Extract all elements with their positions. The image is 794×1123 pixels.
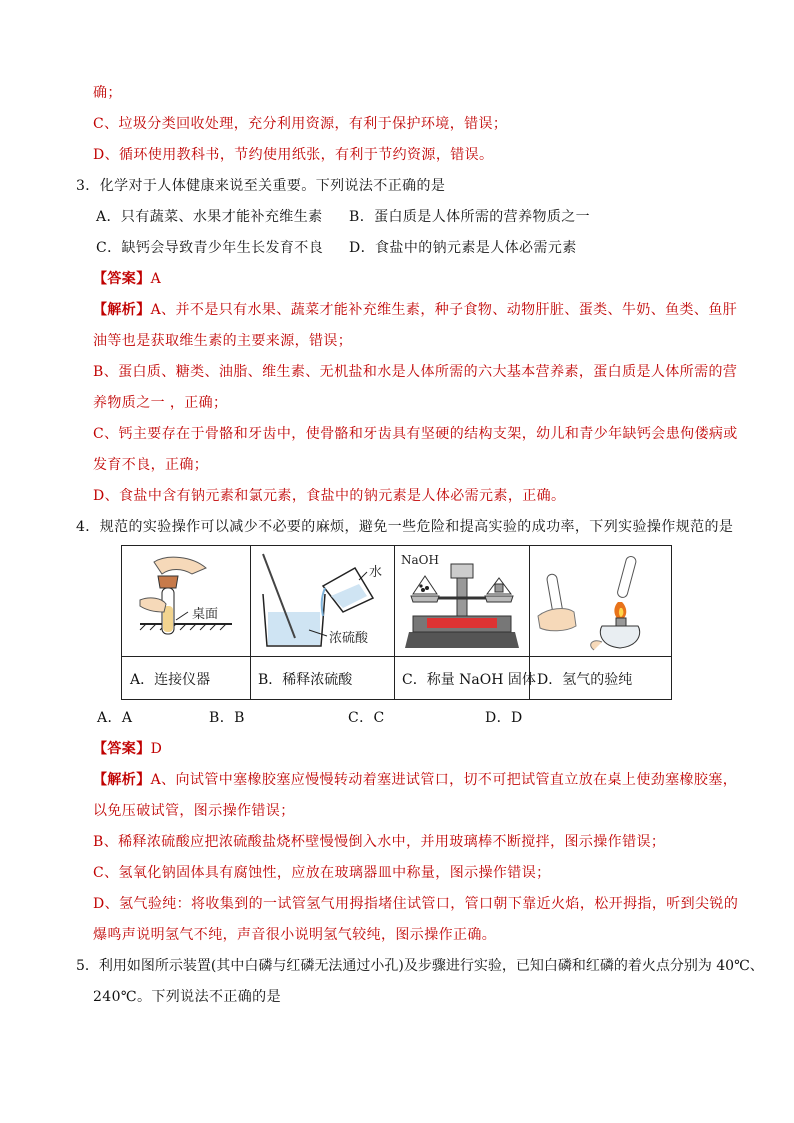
q3-option-d: D．食盐中的钠元素是人体必需元素 (349, 240, 577, 256)
label-naoh: NaOH (401, 553, 439, 567)
q4-analysis-c: C、氢氧化钠固体具有腐蚀性，应放在玻璃器皿中称量，图示操作错误； (93, 865, 551, 881)
q5-stem-line1: 5．利用如图所示装置(其中白磷与红磷无法通过小孔)及步骤进行实验，已知白磷和红磷的着火点分别为 40℃、 (76, 958, 764, 974)
q4-option-d: D．D (485, 710, 523, 726)
q3-analysis-a1 (93, 300, 737, 320)
figure-b-dilute-acid (251, 546, 394, 656)
q4-figure-table (121, 545, 672, 700)
q2-analysis-c: C、垃圾分类回收处理，充分利用资源，有利于保护环境，错误； (93, 116, 508, 132)
label-acid: 浓硫酸 (329, 631, 369, 646)
figure-caption-row (122, 656, 671, 700)
q4-answer (93, 739, 162, 759)
q4-analysis-b: B、稀释浓硫酸应把浓硫酸盐烧杯壁慢慢倒入水中，并用玻璃棒不断搅拌，图示操作错误； (93, 834, 666, 850)
caption-d: D．氢气的验纯 (537, 672, 633, 688)
q3-option-c: C．缺钙会导致青少年生长发育不良 (96, 240, 324, 256)
q2-analysis-b-end: 确； (93, 85, 122, 101)
q4-stem: 4．规范的实验操作可以减少不必要的麻烦，避免一些危险和提高实验的成功率，下列实验操作规范的是 (76, 519, 734, 535)
q4-analysis-d1: D、氢气验纯：将收集到的一试管氢气用拇指堵住试管口，管口朝下靠近火焰，松开拇指，听到尖锐的 (93, 896, 739, 912)
q5-stem-line2: 240℃。下列说法不正确的是 (93, 989, 281, 1005)
q4-option-b: B．B (209, 710, 245, 726)
q3-option-a: A．只有蔬菜、水果才能补充维生素 (96, 209, 323, 225)
analysis-text: A、向试管中塞橡胶塞应慢慢转动着塞进试管口，切不可把试管直立放在桌上使劲塞橡胶塞， (150, 772, 738, 788)
q3-answer (93, 269, 161, 289)
figure-a-connect-apparatus (122, 546, 250, 656)
label-water: 水 (369, 565, 383, 580)
q4-option-a: A．A (97, 710, 133, 726)
q3-analysis-b2: 养物质之一 ，正确； (93, 395, 228, 411)
q4-analysis-d2: 爆鸣声说明氢气不纯，声音很小说明氢气较纯，图示操作正确。 (93, 927, 497, 943)
q3-stem: 3．化学对于人体健康来说至关重要。下列说法不正确的是 (76, 178, 446, 194)
q4-analysis-a1 (93, 770, 737, 790)
analysis-text: A、并不是只有水果、蔬菜才能补充维生素，种子食物、动物肝脏、蛋类、牛奶、鱼类、鱼肝 (150, 302, 738, 318)
q3-analysis-c2: 发育不良，正确； (93, 457, 209, 473)
q3-analysis-c1: C、钙主要存在于骨骼和牙齿中，使骨骼和牙齿具有坚硬的结构支架，幼儿和青少年缺钙会患佝偻病或 (93, 426, 738, 442)
analysis-label: 【解析】 (93, 302, 151, 318)
figure-d-hydrogen-purity (530, 546, 673, 656)
caption-a: A．连接仪器 (130, 672, 211, 688)
answer-value: D (150, 741, 163, 757)
q3-analysis-a2: 油等也是获取维生素的主要来源，错误； (93, 333, 353, 349)
q2-analysis-d: D、循环使用教科书，节约使用纸张，有利于节约资源，错误。 (93, 147, 494, 163)
figure-c-weigh-naoh (395, 546, 529, 656)
q3-analysis-b1: B、蛋白质、糖类、油脂、维生素、无机盐和水是人体所需的六大基本营养素，蛋白质是人体所需的营 (93, 364, 738, 380)
caption-b: B．稀释浓硫酸 (258, 672, 353, 688)
q3-analysis-d: D、食盐中含有钠元素和氯元素，食盐中的钠元素是人体必需元素，正确。 (93, 488, 566, 504)
analysis-label: 【解析】 (93, 772, 151, 788)
q4-analysis-a2: 以免压破试管，图示操作错误； (93, 803, 295, 819)
label-desk: 桌面 (192, 607, 219, 622)
answer-label: 【答案】 (93, 271, 151, 287)
answer-value: A (150, 271, 162, 287)
caption-c: C．称量 NaOH 固体 (402, 672, 536, 688)
q3-option-b: B．蛋白质是人体所需的营养物质之一 (349, 209, 591, 225)
answer-label: 【答案】 (93, 741, 151, 757)
q4-option-c: C．C (348, 710, 385, 726)
